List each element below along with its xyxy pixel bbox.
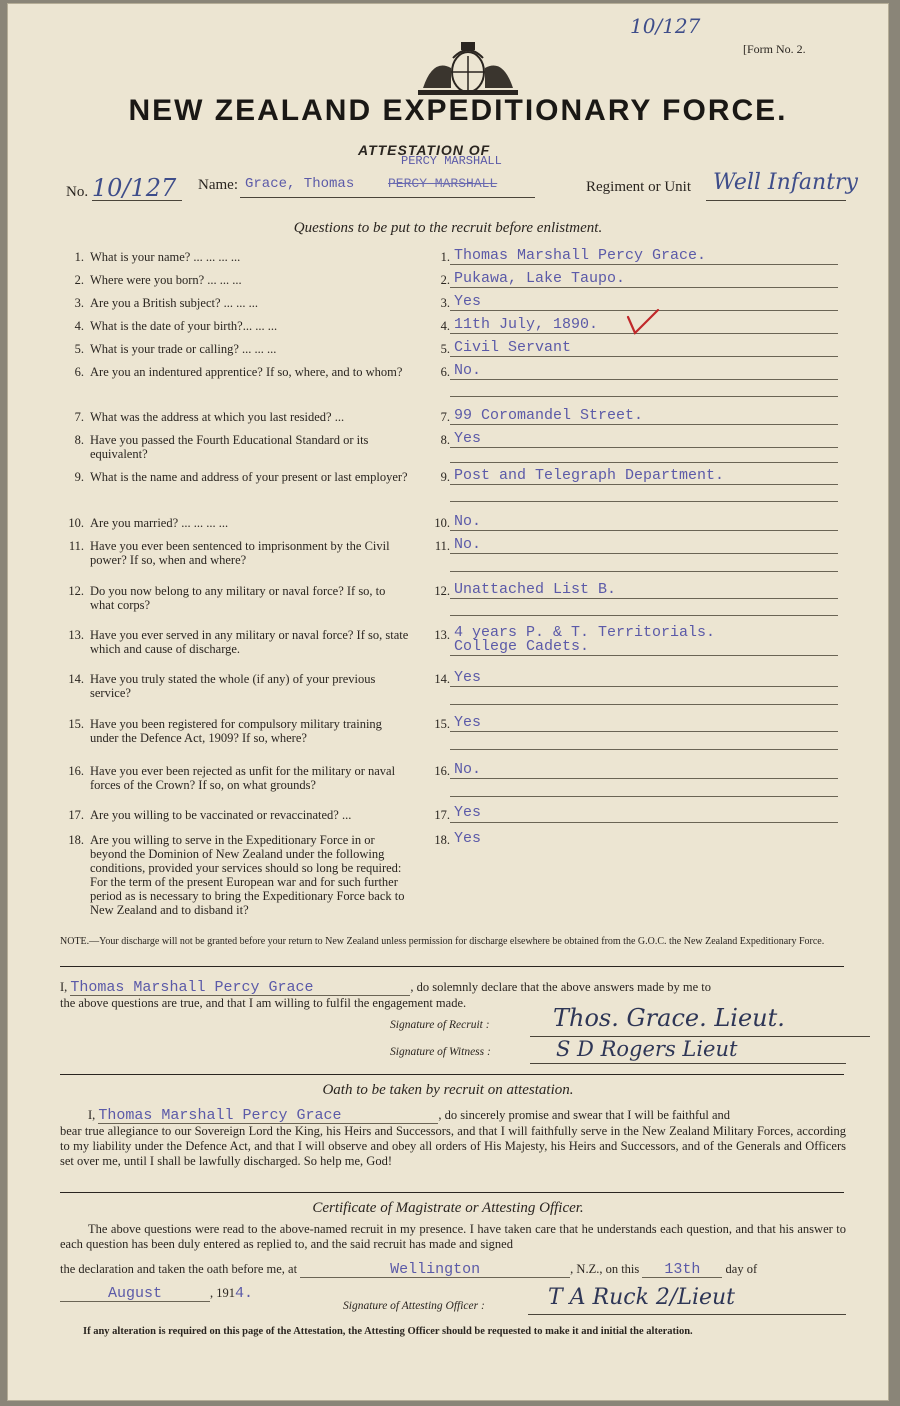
divider [60,1074,844,1075]
royal-coat-of-arms-icon [393,38,543,98]
form-number: [Form No. 2. [743,42,806,56]
regiment-underline [706,200,846,201]
answer-line [450,731,838,732]
answer-15: Yes [454,714,482,731]
question-2: 2. Where were you born? ... ... ... [74,273,242,287]
officer-signature: T A Ruck 2/Lieut [548,1285,736,1310]
answer-line [450,615,838,616]
answer-num-15: 15. [434,717,450,731]
answer-num-7: 7. [440,410,450,424]
witness-signature-label: Signature of Witness : [390,1046,491,1058]
answer-line [450,264,838,265]
answer-num-1: 1. [440,250,450,264]
question-4: 4. What is the date of your birth?... ... ... [74,319,278,333]
answer-10: No. [454,513,482,530]
answer-11: No. [454,536,482,553]
also-known-name: PERCY MARSHALL [401,154,502,168]
questions-heading: Questions to be put to the recruit before enlistment. [293,220,603,236]
question-16: 16. Have you ever been rejected as unfit for the military or naval forces of the Crown? If so, on what grounds? [68,764,396,792]
oath-text: I, Thomas Marshall Percy Grace , do sincerely promise and swear that I will be faithful and bear true allegiance to our Sovereign Lord the King, his Heirs and Successors, and that I will faithfully serve in the New Zealand Military Forces, according to my liability under the Defence Act, and that I will observe and obey all orders of His Majesty, his Heirs and Successors, and of the Generals and Officers set over me, until I shall be lawfully discharged. So help me, God! [60,1107,846,1168]
certificate-text: The above questions were read to the above-named recruit in my presence. I have taken care that he understands each question, and that his answer to each question has been duly entered as replied to, and the said recruit has made and signed [60,1222,846,1251]
regiment-value: Well Infantry [713,170,858,195]
divider [60,966,844,967]
answer-line [450,356,838,357]
answer-num-8: 8. [440,433,450,447]
name-label: Name: [198,177,238,193]
answer-9: Post and Telegraph Department. [454,467,725,484]
answer-14: Yes [454,669,482,686]
answer-line [450,396,838,397]
question-17: 17. Are you willing to be vaccinated or revaccinated? ... [68,808,352,822]
answer-3: Yes [454,293,482,310]
certificate-place-line: the declaration and taken the oath before me, at Wellington , N.Z., on this 13th day of [60,1261,758,1278]
question-13: 13. Have you ever served in any military or naval force? If so, state which and cause of discharge. [68,628,409,656]
divider [60,1192,844,1193]
answer-line [450,778,838,779]
answer-num-18: 18. [434,833,450,847]
answer-line [450,424,838,425]
discharge-note: NOTE.—Your discharge will not be granted before your return to New Zealand unless permission for discharge elsewhere be obtained from the G.O.C. the New Zealand Expeditionary Force. [60,936,825,947]
number-value: 10/127 [91,174,177,202]
answer-line [450,484,838,485]
question-3: 3. Are you a British subject? ... ... ... [74,296,259,310]
question-8: 8. Have you passed the Fourth Educational Standard or its equivalent? [74,433,369,461]
answer-7: 99 Coromandel Street. [454,407,644,424]
answer-num-17: 17. [434,808,450,822]
signature-line [528,1314,846,1315]
answer-num-16: 16. [434,764,450,778]
reference-number: 10/127 [630,14,701,38]
declaration-name: Thomas Marshall Percy Grace [70,980,410,996]
answer-line [450,501,838,502]
answer-num-2: 2. [440,273,450,287]
answer-line [450,462,838,463]
red-tick-mark-icon [625,307,661,337]
answer-num-5: 5. [440,342,450,356]
answer-num-6: 6. [440,365,450,379]
answer-num-4: 4. [440,319,450,333]
answer-num-14: 14. [434,672,450,686]
answer-line [450,749,838,750]
question-14: 14. Have you truly stated the whole (if any) of your previous service? [68,672,376,700]
attestation-form [8,4,888,1400]
number-label: No. [66,184,89,200]
officer-signature-label: Signature of Attesting Officer : [343,1300,485,1312]
page-title: NEW ZEALAND EXPEDITIONARY FORCE. [128,94,788,127]
recruit-signature-label: Signature of Recruit : [390,1019,490,1031]
declaration-text: I, Thomas Marshall Percy Grace , do solemnly declare that the above answers made by me to the above questions are true, and that I am willing to fulfil the engagement made. [60,979,712,1010]
recruit-number [66,174,176,202]
answer-num-10: 10. [434,516,450,530]
question-10: 10. Are you married? ... ... ... ... [68,516,229,530]
regiment-label: Regiment or Unit [586,179,691,195]
question-18: 18. Are you willing to serve in the Expeditionary Force in or beyond the Dominion of New Zealand under the following conditions, provided your services should so long be required: For the term of the present European war and for such further period as is necessary to bring the Expeditionary Force back to New Zealand and to disband it? [68,833,405,917]
question-5: 5. What is your trade or calling? ... ... ... [74,342,277,356]
recruit-signature: Thos. Grace. Lieut. [553,1004,785,1032]
signature-line [530,1063,846,1064]
answer-line [450,287,838,288]
attestation-month: August [60,1286,210,1302]
answer-1: Thomas Marshall Percy Grace. [454,247,707,264]
answer-line [450,379,838,380]
answer-16: No. [454,761,482,778]
question-6: 6. Are you an indentured apprentice? If so, where, and to whom? [74,365,403,379]
answer-8: Yes [454,430,482,447]
attestation-day: 13th [642,1262,722,1278]
question-7: 7. What was the address at which you last resided? ... [74,410,345,424]
certificate-date-line: August , 1914. [60,1286,846,1302]
answer-18: Yes [454,830,482,847]
answer-line [450,686,838,687]
answer-2: Pukawa, Lake Taupo. [454,270,626,287]
question-1: 1. What is your name? ... ... ... ... [74,250,241,264]
certificate-title: Certificate of Magistrate or Attesting Officer. [312,1200,584,1216]
answer-12: Unattached List B. [454,581,617,598]
question-9: 9. What is the name and address of your present or last employer? [74,470,408,484]
answer-num-13: 13. [434,628,450,642]
question-15: 15. Have you been registered for compulsory military training under the Defence Act, 1909? If so, where? [68,717,382,745]
name-value: Grace, Thomas [245,176,355,192]
answer-num-11: 11. [434,539,450,553]
oath-title: Oath to be taken by recruit on attestation. [322,1082,574,1098]
answer-13: 4 years P. & T. Territorials. [454,624,716,641]
answer-17: Yes [454,804,482,821]
attestation-subtitle: ATTESTATION OF [358,142,491,158]
answer-line [450,655,838,656]
answer-line [450,822,838,823]
answer-num-12: 12. [434,584,450,598]
answer-line [450,796,838,797]
answer-line [450,704,838,705]
answer-line [450,530,838,531]
answer-6: No. [454,362,482,379]
answer-num-9: 9. [440,470,450,484]
answer-4: 11th July, 1890. [454,316,599,333]
answer-line [450,571,838,572]
oath-name: Thomas Marshall Percy Grace [98,1108,438,1124]
name-struck-out: PERCY MARSHALL [388,176,498,191]
number-underline [92,200,182,201]
attestation-year: 4. [235,1285,254,1302]
question-12: 12. Do you now belong to any military or naval force? If so, to what corps? [68,584,386,612]
answer-line [450,598,838,599]
answer-line [450,447,838,448]
alteration-footer: If any alteration is required on this page of the Attestation, the Attesting Officer should be requested to make it and initial the alteration. [83,1326,693,1337]
witness-signature: S D Rogers Lieut [556,1037,738,1061]
answer-num-3: 3. [440,296,450,310]
attestation-place: Wellington [300,1262,570,1278]
answer-line [450,553,838,554]
answer-5: Civil Servant [454,339,572,356]
name-underline [240,197,535,198]
answer-13-line-2: College Cadets. [454,638,590,655]
question-11: 11. Have you ever been sentenced to imprisonment by the Civil power? If so, when and where? [68,539,390,567]
